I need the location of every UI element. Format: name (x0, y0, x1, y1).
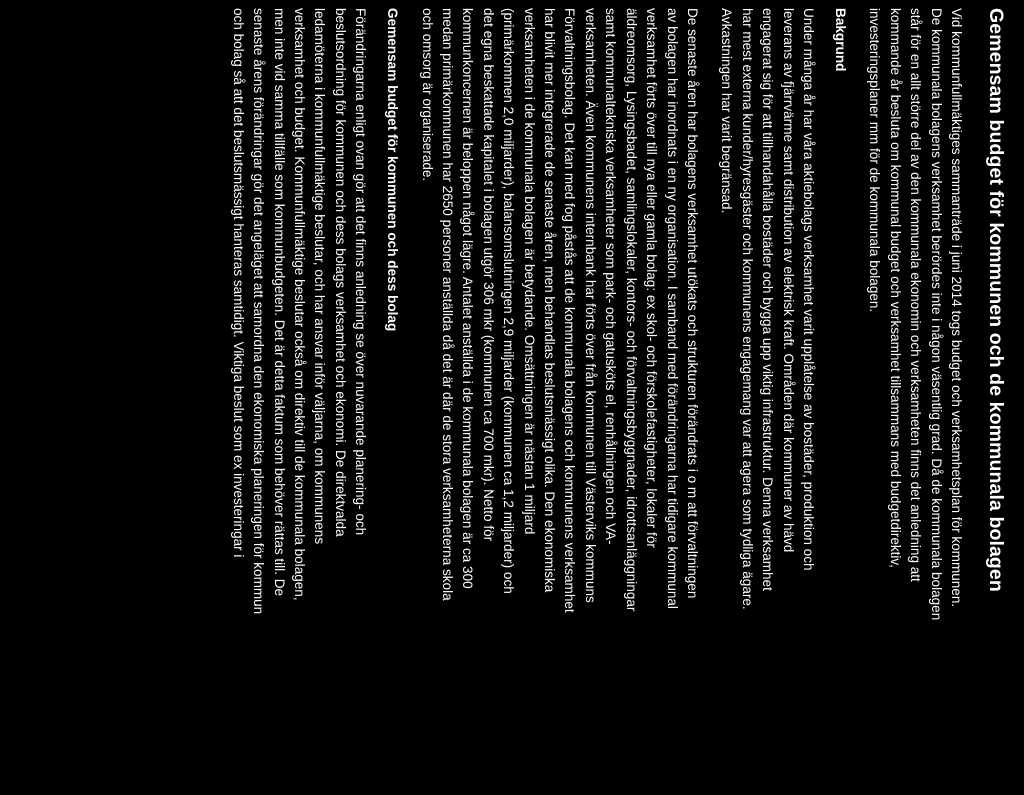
section-heading-bakgrund: Bakgrund (832, 8, 848, 72)
text-line: verksamhet och budget. Kommunfullmäktige beslutar också om direktiv till de kommunala bolagen, (292, 8, 308, 601)
text-line: har blivit mer integrerade de senaste åren, men behandlas beslutsmässigt olika. Den ekonomiska (542, 8, 558, 593)
text-line: kommande år besluta om kommunal budget och verksamhet tillsammans med budgetdirektiv, (887, 8, 903, 568)
text-line: och bolag så att det beslutsmässigt hanteras samtidigt. Viktiga beslut som ex investeringar i (230, 8, 246, 558)
text-line: ledamöterna i kommunfullmäktige beslutar, och har ansvar inför väljarna, om kommunens (312, 8, 328, 545)
text-line: verksamhet förts över till nya eller gamla bolag: ex skol- och förskolefastigheter, lokaler för (644, 8, 660, 548)
text-line: men inte vid samma tillfälle som kommunbudgeten. Det är detta faktum som behöver rättas till. De (271, 8, 287, 597)
text-line: engagerat sig för att tillhandahålla bostäder och bygga upp viktig infrastruktur. Denna verksamhet (760, 8, 776, 591)
text-line: kommunkoncernen är beloppen något lägre. Antalet anställda i de kommunala bolagen är ca 300 (460, 8, 476, 589)
section-heading-gemensam-budget: Gemensam budget för kommunen och dess bolag (385, 8, 401, 332)
text-line: verksamheten i de kommunala bolagen är betydande. Omsättningen är nästan 1 miljard (521, 8, 537, 535)
text-line: står för en allt större del av den kommunala ekonomin och verksamheten finns det anledning att (908, 8, 924, 582)
text-line: De kommunala bolagens verksamhet berördes inte i någon väsentlig grad. Då de kommunala bolagen (928, 8, 944, 621)
text-line: Förändringarna enligt ovan gör att det finns anledning se över nuvarande planering- och (353, 8, 369, 536)
text-line: verksamheten. Även kommunens internbank har förts över från kommunen till Västerviks kommuns (582, 8, 598, 603)
text-line: har mest externa kunder/hyresgäster och kommunens engagemang var att agera som tydliga ägare. (739, 8, 755, 610)
text-line: investeringsplaner mm för de kommunala bolagen. (867, 8, 883, 313)
text-line: samt kommunaltekniska verksamheter som park- och gatusköts el, renhållningen och VA- (603, 8, 619, 545)
intro-paragraph (864, 8, 966, 795)
bakgrund-paragraph-1 (716, 8, 818, 795)
text-line: beslutsordning för kommunen och dess bolags verksamhet och ekonomi. De direktvalda (332, 8, 348, 537)
gemensam-budget-paragraph (227, 8, 370, 795)
text-line: (primärkommen 2,0 miljarder), balansomslutningen 2,9 miljarder (kommunen ca 1,2 miljarder) och (501, 8, 517, 594)
text-line: det egna beskattade kapitalet i bolagen utgör 306 mkr (kommunen ca 700 mkr). Netto för (480, 8, 496, 542)
text-line: och omsorg är organiserade. (419, 8, 435, 182)
bakgrund-paragraph-2 (416, 8, 702, 795)
text-line: äldreomsorg, Lysingsbadet, samlingslokaler, kontors- och förvaltningsbyggnader, idrottsanläggningar (623, 8, 639, 612)
text-line: medan primärkommunen har 2650 personer anställda då det är där de stora verksamheterna skola (440, 8, 456, 601)
text-line: Vid kommunfullmäktiges sammanträde i juni 2014 togs budget och verksamhetsplan för kommunen. (949, 8, 964, 608)
text-line: av bolagen har inordnats i en ny organisation. I samband med förändringarna har tidigare kommunal (664, 8, 680, 609)
text-line: Förvaltningsbolag. Det kan med fog påstås att de kommunala bolagens och kommunens verksamhet (562, 8, 578, 613)
document-title: Gemensam budget för kommunen och de kommunala bolagen (985, 8, 1007, 592)
text-line: De senaste åren har bolagens verksamhet utökats och strukturen förändrats i o m att förvaltningen (684, 8, 700, 599)
text-line: leverans av fjärrvärme samt distribution av elektrisk kraft. Områden där kommuner av hävd (780, 8, 796, 553)
text-line: senaste årens förändringar gör det angeläget att samordna den ekonomiska planeringen för kommun (251, 8, 267, 615)
document-body (213, 8, 1008, 795)
text-line: Under många år har våra aktiebolags verksamhet varit upplåtelse av bostäder, produktion och (800, 8, 816, 571)
text-line: Avkastningen har varit begränsad. (719, 8, 735, 214)
